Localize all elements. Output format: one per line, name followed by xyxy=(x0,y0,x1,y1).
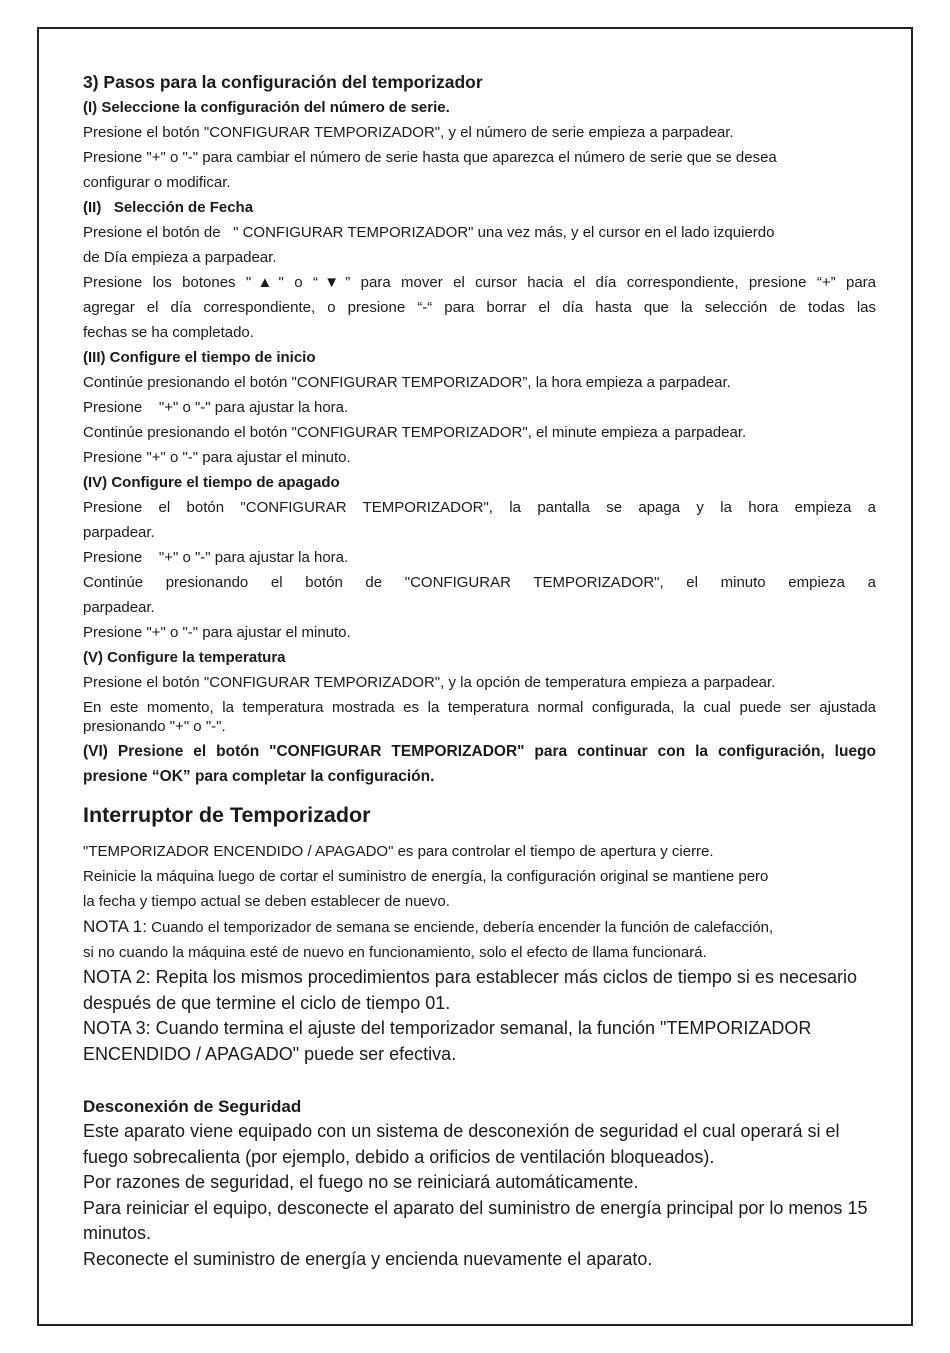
step-2-text: Presione los botones "▲" o “▼” para mover el cursor hacia el día correspondiente, presione “+” para xyxy=(83,274,876,291)
step-6-text: (VI) Presione el botón "CONFIGURAR TEMPORIZADOR" para continuar con la configuración, luego presione “OK” para completar la configuración. xyxy=(83,743,876,785)
safety-text: Por razones de seguridad, el fuego no se reiniciará automáticamente. xyxy=(83,1172,639,1192)
step-2-text: de Día empieza a parpadear. xyxy=(83,249,277,266)
step-5-text: Presione el botón "CONFIGURAR TEMPORIZADOR", y la opción de temperatura empieza a parpadear. xyxy=(83,674,776,691)
safety-text: Reconecte el suministro de energía y encienda nuevamente el aparato. xyxy=(83,1248,653,1269)
step-4-text: Presione "+" o "-" para ajustar la hora. xyxy=(83,549,349,566)
step-4-text: parpadear. xyxy=(83,524,155,541)
step-2-title: (II) Selección de Fecha xyxy=(83,199,254,216)
note-3: NOTA 3: Cuando termina el ajuste del temporizador semanal, la función "TEMPORIZADOR ENCENDIDO / APAGADO" puede ser efectiva. xyxy=(83,1018,812,1064)
timer-switch-text: la fecha y tiempo actual se deben establecer de nuevo. xyxy=(83,893,450,910)
step-4-title: (IV) Configure el tiempo de apagado xyxy=(83,474,340,491)
step-2-text: agregar el día correspondiente, o presione “-“ para borrar el día hasta que la selección de todas las xyxy=(83,299,876,316)
safety-text: Para reiniciar el equipo, desconecte el aparato del suministro de energía principal por lo menos 15 minutos. xyxy=(83,1197,868,1243)
step-3-text: Presione "+" o "-" para ajustar el minuto. xyxy=(83,449,351,466)
note-1-text: si no cuando la máquina esté de nuevo en funcionamiento, solo el efecto de llama funcionará. xyxy=(83,944,707,961)
timer-switch-text: Reinicie la máquina luego de cortar el suministro de energía, la configuración original se mantiene pero xyxy=(83,868,769,885)
step-1-text: configurar o modificar. xyxy=(83,174,231,191)
step-4-text: Presione el botón "CONFIGURAR TEMPORIZADOR", la pantalla se apaga y la hora empieza a xyxy=(83,499,876,516)
note-1 xyxy=(83,914,876,940)
step-3-text: Continúe presionando el botón "CONFIGURAR TEMPORIZADOR”, la hora empieza a parpadear. xyxy=(83,374,731,391)
step-1-text: Presione "+" o "-" para cambiar el número de serie hasta que aparezca el número de serie que se desea xyxy=(83,149,777,166)
step-3-title: (III) Configure el tiempo de inicio xyxy=(83,349,316,366)
step-2-text: Presione el botón de " CONFIGURAR TEMPORIZADOR" una vez más, y el cursor en el lado izquierdo xyxy=(83,224,775,241)
safety-text: Este aparato viene equipado con un sistema de desconexión de seguridad el cual operará si el fuego sobrecalienta (por ejemplo, debido a orificios de ventilación bloqueados). xyxy=(83,1121,840,1167)
step-3-text: Presione "+" o "-" para ajustar la hora. xyxy=(83,399,349,416)
step-1-text: Presione el botón "CONFIGURAR TEMPORIZADOR", y el número de serie empieza a parpadear. xyxy=(83,124,734,141)
note-1-label: NOTA 1: xyxy=(83,917,147,936)
step-5-text: En este momento, la temperatura mostrada es la temperatura normal configurada, la cual puede ser ajustada presionando "+" o "-". xyxy=(83,699,876,735)
timer-switch-title: Interruptor de Temporizador xyxy=(83,803,371,827)
note-2: NOTA 2: Repita los mismos procedimientos para establecer más ciclos de tiempo si es necesario después de que termine el ciclo de tiempo 01. xyxy=(83,967,857,1013)
step-1-title: (I) Seleccione la configuración del número de serie. xyxy=(83,99,450,116)
timer-switch-text: "TEMPORIZADOR ENCENDIDO / APAGADO" es para controlar el tiempo de apertura y cierre. xyxy=(83,843,714,860)
step-4-text: Continúe presionando el botón de "CONFIGURAR TEMPORIZADOR", el minuto empieza a xyxy=(83,574,876,591)
step-4-text: Presione "+" o "-" para ajustar el minuto. xyxy=(83,624,351,641)
document-body xyxy=(83,70,876,1272)
note-1-text: Cuando el temporizador de semana se enciende, debería encender la función de calefacción, xyxy=(146,919,774,936)
step-4-text: parpadear. xyxy=(83,599,155,616)
step-2-text: fechas se ha completado. xyxy=(83,324,254,341)
section-3-title: 3) Pasos para la configuración del temporizador xyxy=(83,72,483,92)
safety-title: Desconexión de Seguridad xyxy=(83,1097,302,1116)
step-5-title: (V) Configure la temperatura xyxy=(83,649,286,666)
step-3-text: Continúe presionando el botón "CONFIGURAR TEMPORIZADOR", el minute empieza a parpadear. xyxy=(83,424,747,441)
